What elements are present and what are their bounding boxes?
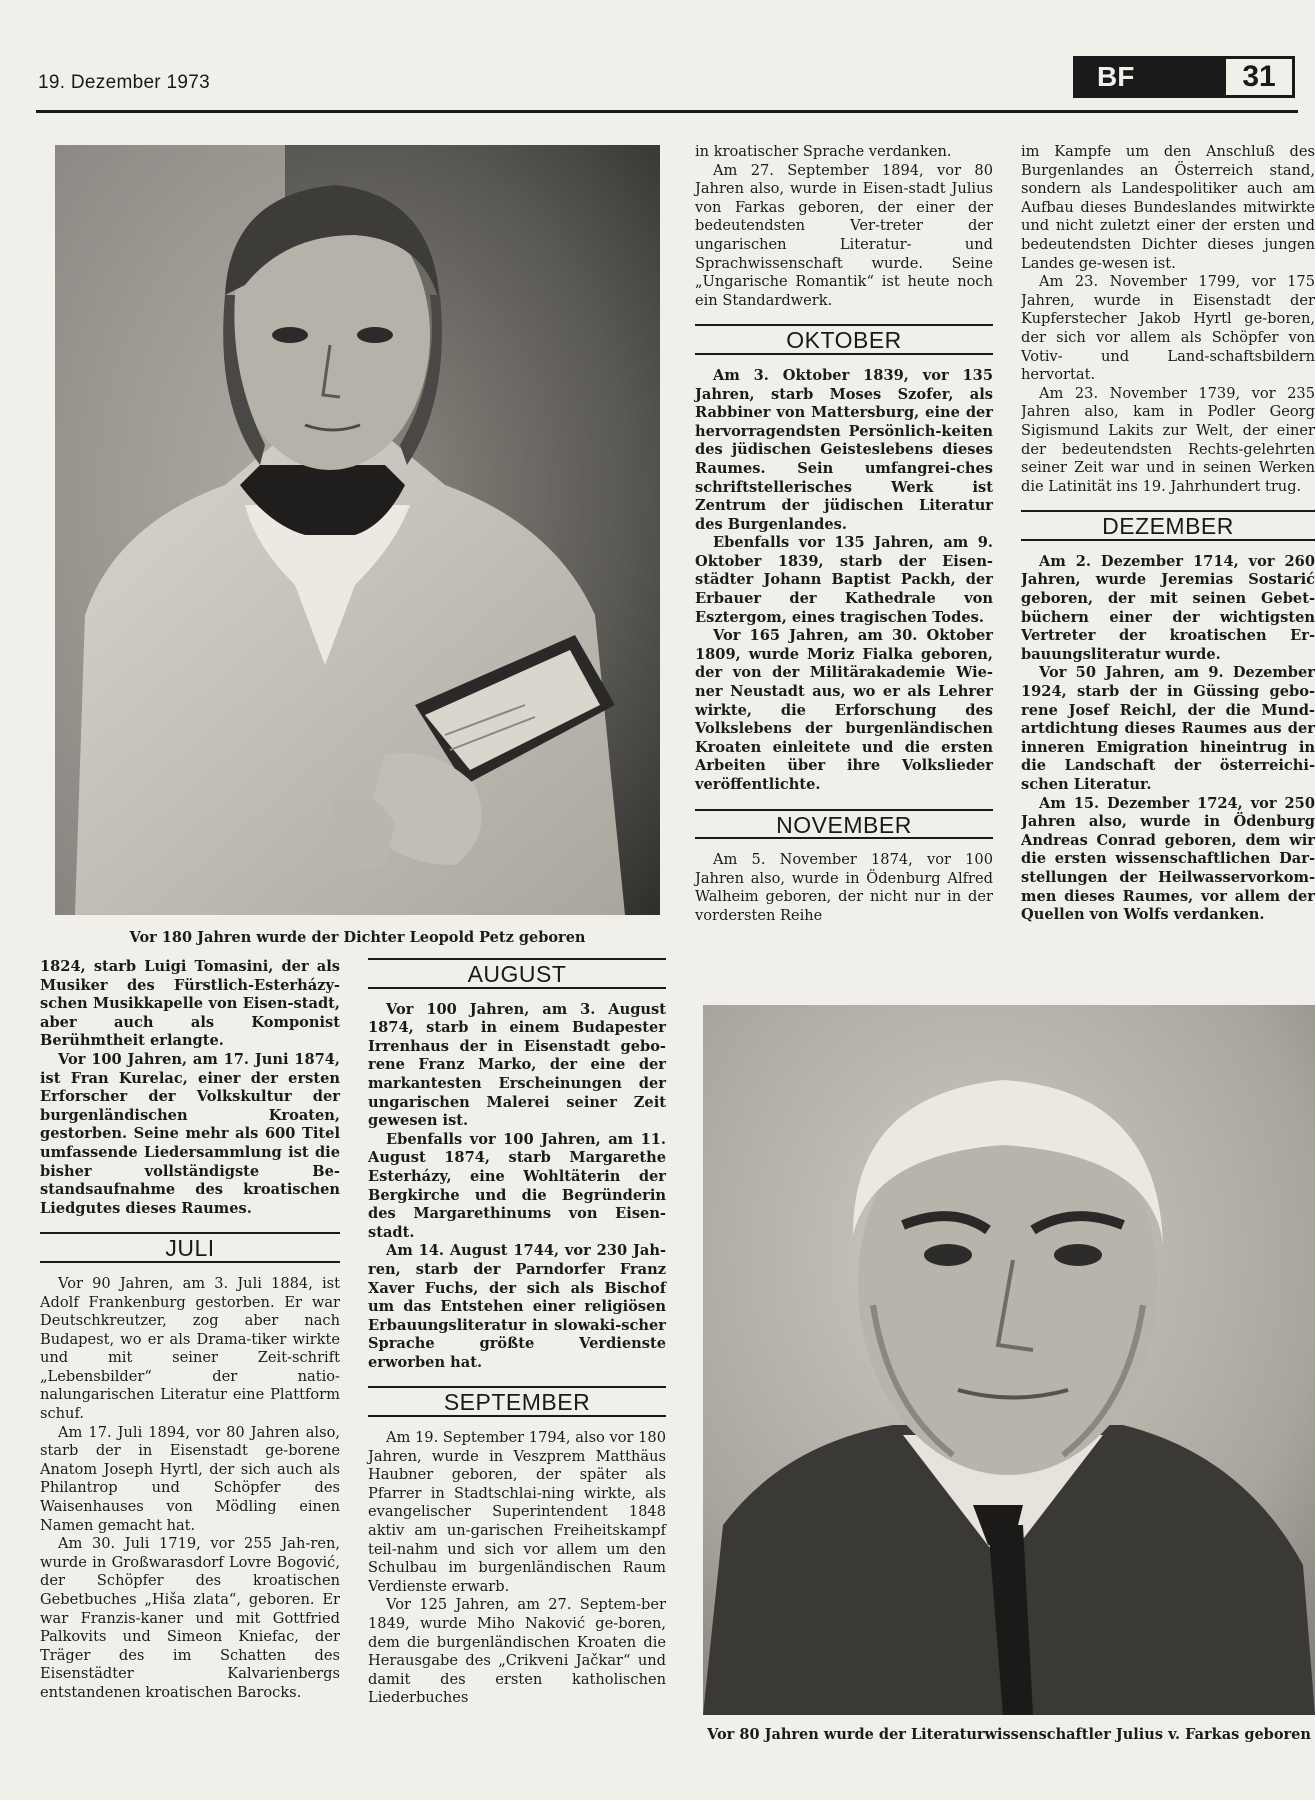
paragraph: Vor 165 Jahren, am 30. Oktober 1809, wurde Moriz Fialka geboren, der von der Militärakademie Wie-ner Neustadt aus, wo er als Lehrer wirkte, die Erforschung des Volkslebens der burgenländischen Kroaten einleitete und die ersten Arbeiten über ihre Volkslieder veröffentlichte.	[695, 627, 993, 793]
paragraph: 1824, starb Luigi Tomasini, der als Musiker des Fürstlich-Esterházy-schen Musikkapelle von Eisen-stadt, aber auch als Komponist Berühmtheit erlangte.	[40, 958, 340, 1050]
paragraph: Am 27. September 1894, vor 80 Jahren also, wurde in Eisen-stadt Julius von Farkas geboren, der einer der bedeutendsten Ver-treter der ungarischen Literatur- und Sprachwissenschaft wurde. Seine „Ungarische Romantik“ ist heute noch ein Standardwerk.	[695, 161, 993, 309]
column-3	[695, 143, 993, 926]
heading-september: SEPTEMBER	[368, 1386, 666, 1417]
caption-julius-farkas: Vor 80 Jahren wurde der Literaturwissenschaftler Julius v. Farkas geboren	[707, 1726, 1311, 1743]
paragraph: im Kampfe um den Anschluß des Burgenlandes an Österreich stand, sondern als Landespolitiker auch am Aufbau dieses Bundeslandes mitwirkte und nicht zuletzt einer der ersten und bedeutendsten Dichter dieses jungen Landes ge-wesen ist.	[1021, 143, 1315, 272]
paragraph: Am 17. Juli 1894, vor 80 Jahren also, starb der in Eisenstadt ge-borene Anatom Joseph Hyrtl, der sich auch als Philantrop und Schöpfer des Waisenhauses von Mödling einen Namen gemacht hat.	[40, 1423, 340, 1534]
heading-oktober: OKTOBER	[695, 324, 993, 355]
paragraph: Ebenfalls vor 100 Jahren, am 11. August 1874, starb Margarethe Esterházy, eine Wohltäterin der Bergkirche und die Begründerin des Margarethinums von Eisen-stadt.	[368, 1130, 666, 1241]
paragraph: Vor 100 Jahren, am 17. Juni 1874, ist Fran Kurelac, einer der ersten Erforscher der Volkskultur der burgenländischen Kroaten, gestorben. Seine mehr als 600 Titel umfassende Liedersammlung ist die bisher vollständigste Be-standsaufnahme des kroatischen Liedgutes dieses Raumes.	[40, 1050, 340, 1217]
paragraph: Am 3. Oktober 1839, vor 135 Jahren, starb Moses Szofer, als Rabbiner von Mattersburg, eine der hervorragendsten Persönlich-keiten des jüdischen Geisteslebens dieses Raumes. Sein umfangrei-ches schriftstellerisches Werk ist Zentrum der jüdischen Literatur des Burgenlandes.	[695, 366, 993, 533]
paragraph: Am 30. Juli 1719, vor 255 Jah-ren, wurde in Großwarasdorf Lovre Bogović, der Schöpfer des kroatischen Gebetbuches „Hiša zlata“, geboren. Er war Franzis-kaner und mit Gottfried Palkovits und Simeon Kniefac, der Träger des im Schatten des Eisenstädter Kalvarienbergs entstandenen kroatischen Barocks.	[40, 1535, 340, 1701]
heading-november: NOVEMBER	[695, 809, 993, 840]
paragraph: in kroatischer Sprache verdanken.	[695, 143, 952, 160]
paragraph: Ebenfalls vor 135 Jahren, am 9. Oktober 1839, starb der Eisen-städter Johann Baptist Packh, der Erbauer der Kathedrale von Esztergom, eines tragischen Todes.	[695, 534, 993, 626]
paragraph: Am 15. Dezember 1724, vor 250 Jahren also, wurde in Ödenburg Andreas Conrad geboren, dem wir die ersten wissenschaftlichen Dar-stellungen der Heilwasservorkom-men dieses Raumes, vor allem der Quellen von Wolfs verdanken.	[1021, 794, 1315, 924]
issue-date: 19. Dezember 1973	[38, 72, 210, 93]
paper-logo: BF	[1073, 56, 1223, 98]
paragraph: Am 14. August 1744, vor 230 Jah-ren, starb der Parndorfer Franz Xaver Fuchs, der sich als Bischof um das Entstehen einer religiösen Erbauungsliteratur in slowaki-scher Sprache größte Verdienste erworben hat.	[368, 1242, 666, 1371]
paragraph: Vor 100 Jahren, am 3. August 1874, starb in einem Budapester Irrenhaus der in Eisenstadt gebo-rene Franz Marko, der eine der markantesten Erscheinungen der ungarischen Malerei seiner Zeit gewesen ist.	[368, 1000, 666, 1130]
heading-august: AUGUST	[368, 958, 666, 989]
heading-dezember: DEZEMBER	[1021, 510, 1315, 541]
heading-juli: JULI	[40, 1232, 340, 1263]
paragraph: Vor 125 Jahren, am 27. Septem-ber 1849, wurde Miho Naković ge-boren, dem die burgenländischen Kroaten die Herausgabe des „Crikveni Jačkar“ und damit des ersten katholischen Liederbuches	[368, 1596, 666, 1707]
paragraph: Am 5. November 1874, vor 100 Jahren also, wurde in Ödenburg Alfred Walheim geboren, der nicht nur in der vordersten Reihe	[695, 851, 993, 924]
paragraph: Vor 90 Jahren, am 3. Juli 1884, ist Adolf Frankenburg gestorben. Er war Deutschkreutzer, zog aber nach Budapest, wo er als Drama-tiker wirkte und mit seiner Zeit-schrift „Lebensbilder“ der natio-nalungarischen Literatur eine Plattform schuf.	[40, 1274, 340, 1423]
paragraph: Am 19. September 1794, also vor 180 Jahren, wurde in Veszprem Matthäus Haubner geboren, der später als Pfarrer in Stadtschlai-ning wirkte, als evangelischer Superintendent 1848 aktiv am un-garischen Freiheitskampf teil-nahm und sich vor allem um den Schulbau im burgenländischen Raum Verdienste erwarb.	[368, 1429, 666, 1595]
paragraph: Vor 50 Jahren, am 9. Dezember 1924, starb der in Güssing gebo-rene Josef Reichl, der die Mund-artdichtung dieses Raumes aus der inneren Emigration hineintrug in die Landschaft der österreichi-schen Literatur.	[1021, 664, 1315, 793]
column-4	[1021, 143, 1315, 983]
header-rule	[36, 110, 1298, 113]
portrait-leopold-petz	[55, 145, 660, 915]
column-2	[368, 958, 666, 1708]
caption-leopold-petz: Vor 180 Jahren wurde der Dichter Leopold Petz geboren	[129, 929, 586, 946]
masthead	[1073, 56, 1295, 98]
page-number: 31	[1223, 56, 1295, 98]
paragraph: Am 23. November 1799, vor 175 Jahren, wurde in Eisenstadt der Kupferstecher Jakob Hyrtl ge-boren, der sich vor allem als Schöpfer von Votiv- und Land-schaftsbildern hervortat.	[1021, 273, 1315, 384]
column-1	[40, 958, 340, 1703]
paragraph: Am 23. November 1739, vor 235 Jahren also, kam in Podler Georg Sigismund Lakits zur Welt, der einer der bedeutendsten Rechts-gelehrten seiner Zeit war und in seinen Werken die Latinität ins 19. Jahrhundert trug.	[1021, 384, 1315, 495]
paragraph: Am 2. Dezember 1714, vor 260 Jahren, wurde Jeremias Sostarić geboren, der mit seinen Gebet-büchern einer der wichtigsten Vertreter der kroatischen Er-bauungsliteratur wurde.	[1021, 552, 1315, 663]
portrait-julius-farkas	[703, 1005, 1315, 1715]
